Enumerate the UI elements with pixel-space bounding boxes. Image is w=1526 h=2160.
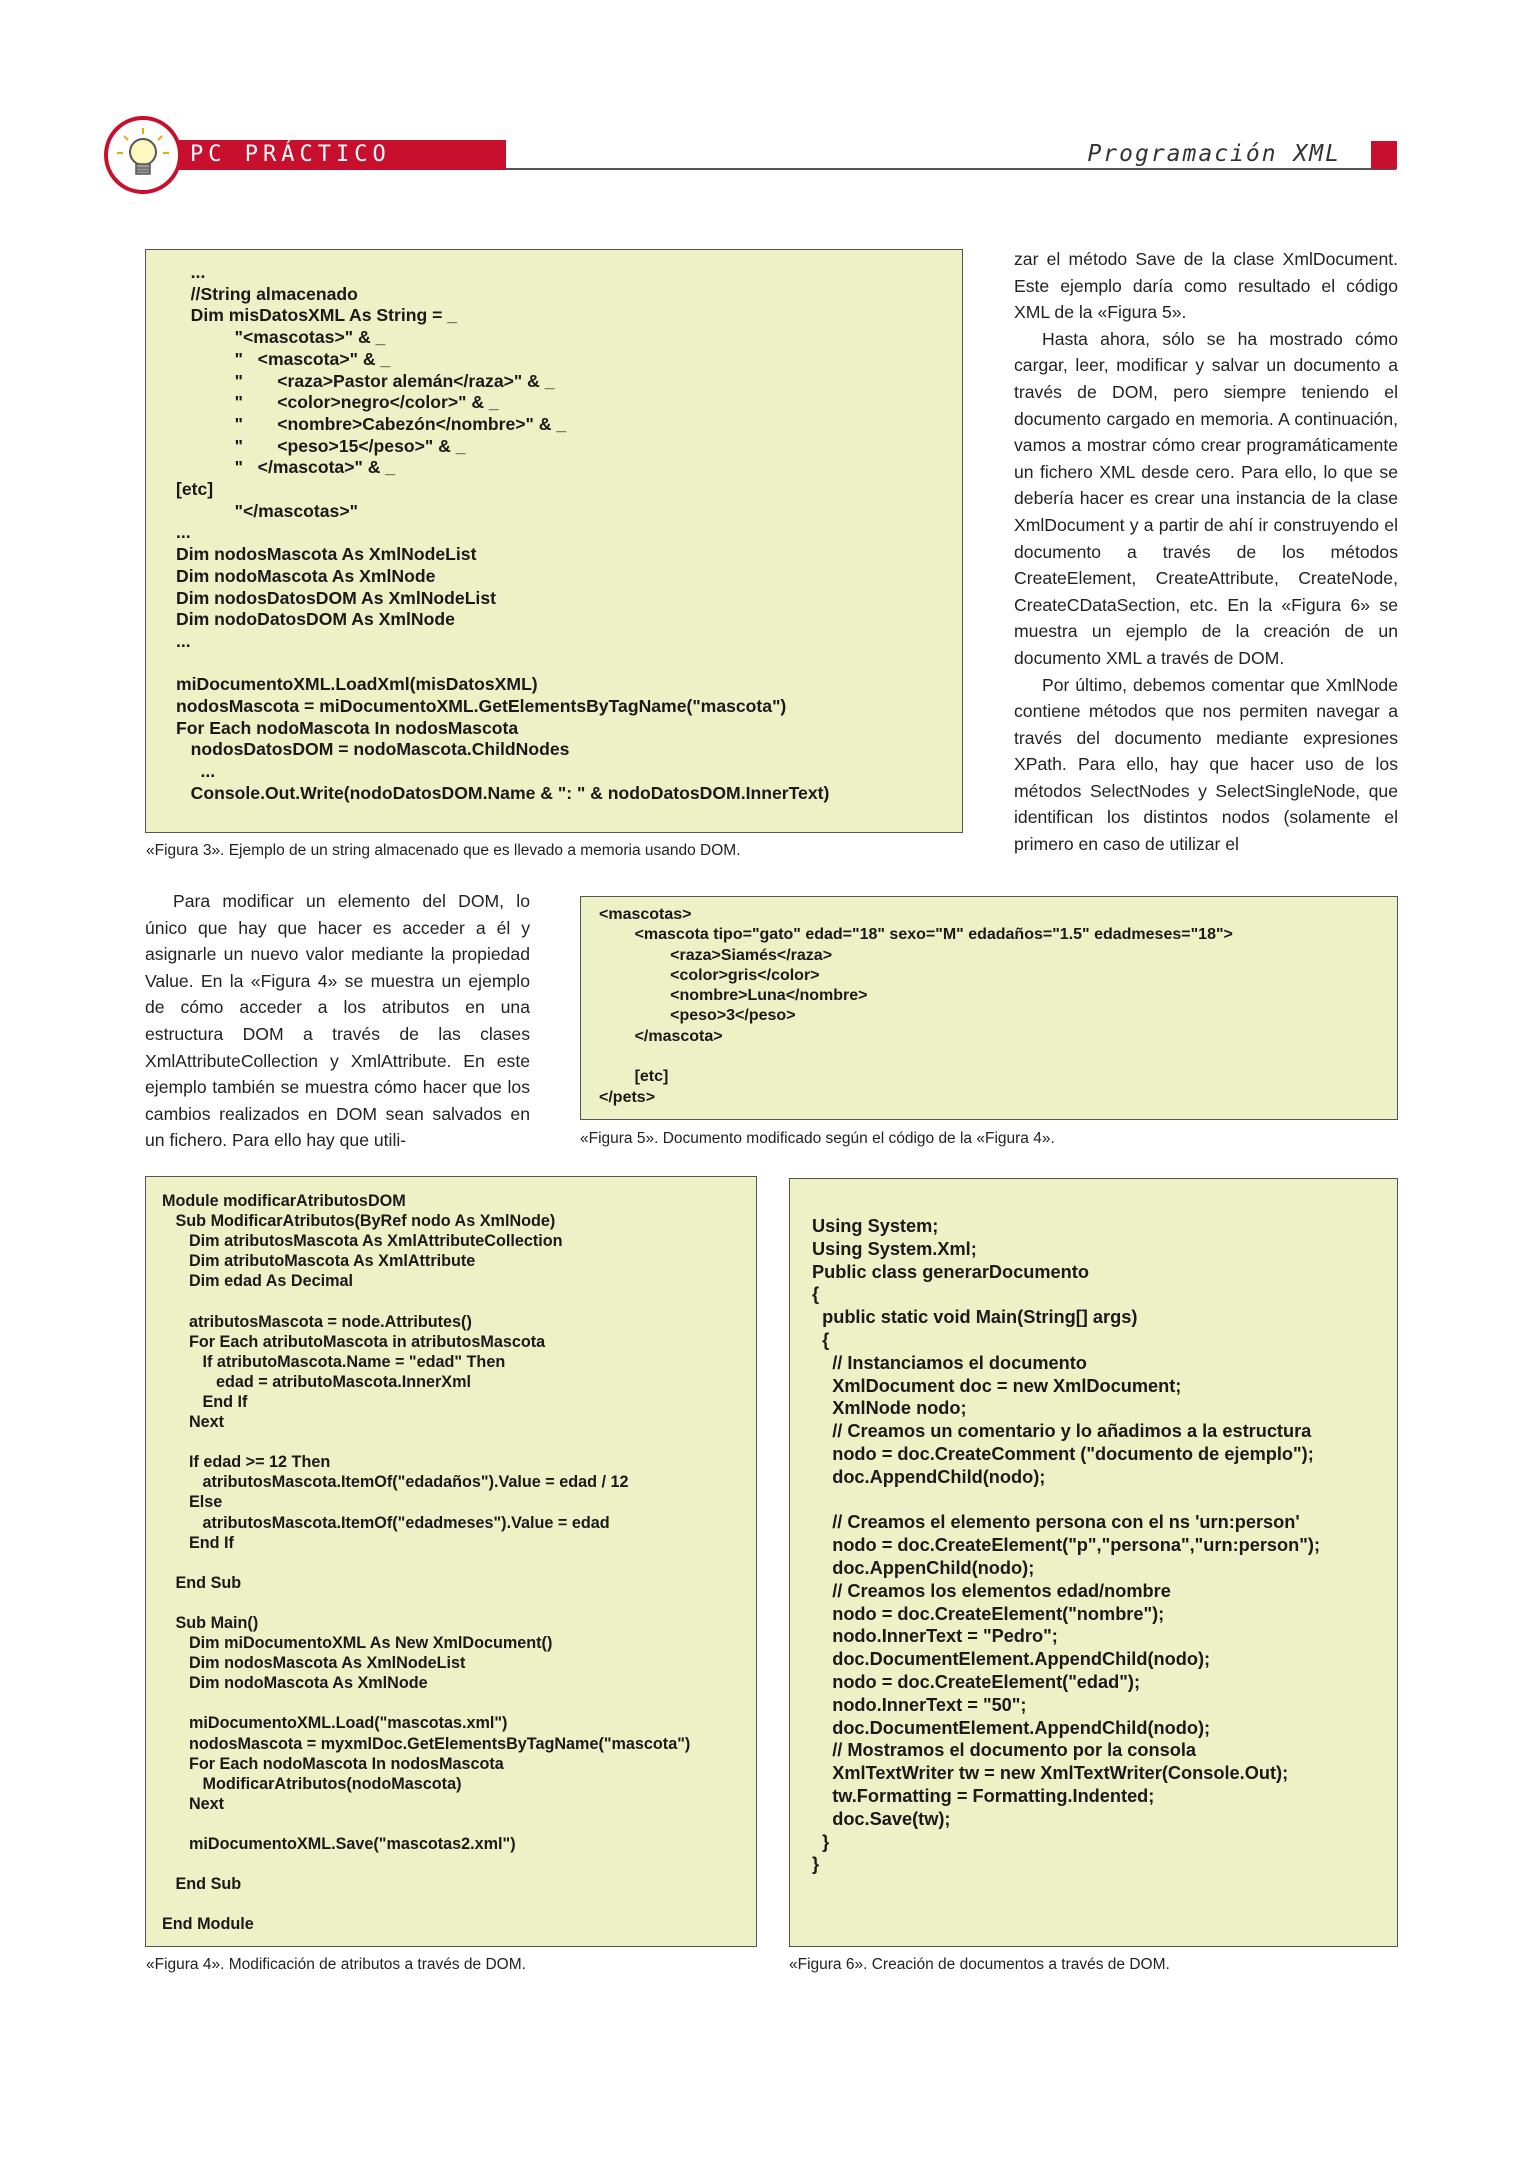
code-line: // Creamos un comentario y lo añadimos a la estructura — [812, 1421, 1312, 1442]
code-line: XmlNode nodo; — [812, 1398, 967, 1419]
code-line: { — [812, 1329, 830, 1350]
code-line: <mascotas> — [599, 906, 692, 923]
code-line: End If — [162, 1392, 248, 1411]
code-line: Using System.Xml; — [812, 1238, 977, 1259]
code-line: " <raza>Pastor alemán</raza>" & _ — [176, 370, 555, 391]
code-line: doc.AppendChild(nodo); — [812, 1466, 1046, 1487]
figure3-caption: «Figura 3». Ejemplo de un string almacenado que es llevado a memoria usando DOM. — [146, 842, 741, 859]
code-line: For Each nodoMascota In nodosMascota — [162, 1754, 504, 1773]
topic-title: Programación XML — [1087, 141, 1341, 167]
code-line: </pets> — [599, 1088, 656, 1106]
code-line: If edad >= 12 Then — [162, 1453, 331, 1472]
code-line: miDocumentoXML.Save("mascotas2.xml") — [162, 1835, 516, 1853]
code-line: "<mascotas>" & _ — [176, 327, 386, 348]
code-line: " <nombre>Cabezón</nombre>" & _ — [176, 413, 567, 434]
code-line: End If — [162, 1533, 234, 1552]
code-line: // Mostramos el documento por la consola — [812, 1740, 1197, 1761]
code-line: } — [812, 1854, 820, 1875]
code-line — [162, 1814, 756, 1834]
code-line: edad = atributoMascota.InnerXml — [162, 1372, 471, 1391]
code-line: Dim nodoMascota As XmlNode — [162, 1674, 428, 1693]
code-line — [599, 1047, 1397, 1067]
code-line: Dim nodosMascota As XmlNodeList — [162, 1654, 466, 1673]
code-line: End Sub — [162, 1875, 242, 1894]
section-label: PC PRÁCTICO — [190, 142, 391, 167]
code-line: Public class generarDocumento — [812, 1261, 1089, 1282]
code-line: " <mascota>" & _ — [176, 348, 391, 369]
code-line: tw.Formatting = Formatting.Indented; — [812, 1785, 1155, 1806]
code-line: ModificarAtributos(nodoMascota) — [162, 1774, 462, 1793]
header-accent-square — [1371, 141, 1397, 169]
code-line: For Each atributoMascota in atributosMascota — [162, 1332, 546, 1351]
code-line: doc.DocumentElement.AppendChild(nodo); — [812, 1649, 1211, 1670]
code-line: Else — [162, 1493, 223, 1512]
right-column-text — [1014, 246, 1398, 858]
code-line: nodo.InnerText = "Pedro"; — [812, 1626, 1058, 1647]
code-line — [162, 1553, 756, 1573]
code-line: " <color>negro</color>" & _ — [176, 392, 499, 413]
code-line: Dim nodoDatosDOM As XmlNode — [176, 609, 455, 630]
code-line — [162, 1291, 756, 1311]
code-line: atributosMascota = node.Attributes() — [162, 1312, 472, 1331]
code-line — [162, 1593, 756, 1613]
code-line: // Creamos el elemento persona con el ns 'urn:person' — [812, 1512, 1300, 1533]
code-line: Dim nodosMascota As XmlNodeList — [176, 544, 477, 565]
right-paragraph: Por último, debemos comentar que XmlNode contiene métodos que nos permiten navegar a través del documento mediante expresiones XPath. Para ello, hay que hacer uso de los métodos SelectNodes y SelectSingleNode, que identifican los distintos nodos (solamente el primero en caso de utilizar el — [1014, 674, 1398, 855]
code-line: //String almacenado — [176, 283, 358, 304]
code-line: // Creamos los elementos edad/nombre — [812, 1580, 1171, 1601]
code-line: public static void Main(String[] args) — [812, 1307, 1138, 1328]
code-line: nodo = doc.CreateElement("nombre"); — [812, 1603, 1165, 1624]
code-line: nodosMascota = myxmlDoc.GetElementsByTagName("mascota") — [162, 1734, 691, 1753]
code-line: Next — [162, 1413, 225, 1432]
code-line: Dim atributoMascota As XmlAttribute — [162, 1252, 476, 1271]
code-line — [162, 1432, 756, 1452]
code-line: Using System; — [812, 1216, 939, 1236]
code-line: doc.AppenChild(nodo); — [812, 1557, 1035, 1578]
code-line: nodosMascota = miDocumentoXML.GetElementsByTagName("mascota") — [176, 696, 787, 717]
code-line: <nombre>Luna</nombre> — [599, 987, 868, 1005]
code-line: Dim atributosMascota As XmlAttributeCollection — [162, 1232, 563, 1251]
code-line: For Each nodoMascota In nodosMascota — [176, 717, 519, 738]
code-line: Sub ModificarAtributos(ByRef nodo As XmlNode) — [162, 1212, 556, 1231]
code-line: <mascota tipo="gato" edad="18" sexo="M" edadaños="1.5" edadmeses="18"> — [599, 926, 1233, 944]
code-line: End Module — [162, 1915, 254, 1934]
code-line: Dim nodoMascota As XmlNode — [176, 565, 436, 586]
code-line: XmlDocument doc = new XmlDocument; — [812, 1375, 1182, 1396]
code-line: "</mascotas>" — [176, 500, 358, 521]
code-line: miDocumentoXML.LoadXml(misDatosXML) — [176, 674, 538, 695]
left-column-text — [145, 888, 530, 1154]
figure5-caption: «Figura 5». Documento modificado según el código de la «Figura 4». — [580, 1130, 1055, 1147]
code-line: Dim misDatosXML As String = _ — [176, 305, 458, 326]
lightbulb-icon — [114, 126, 172, 184]
code-line: atributosMascota.ItemOf("edadaños").Value = edad / 12 — [162, 1473, 629, 1492]
code-line: ... — [176, 522, 191, 543]
code-line: <raza>Siamés</raza> — [599, 946, 833, 964]
left-paragraph: Para modificar un elemento del DOM, lo único que hay que hacer es acceder a él y asignarle un nuevo valor mediante la propiedad Value. En la «Figura 4» se muestra un ejemplo de cómo acceder a los atributos en una estructura DOM a través de las clases XmlAttributeCollection y XmlAttribute. En este ejemplo también se muestra cómo hacer que los cambios realizados en DOM sean salvados en un fichero. Para ello hay que utili- — [145, 891, 530, 1151]
code-line: doc.DocumentElement.AppendChild(nodo); — [812, 1717, 1211, 1738]
code-line: ... — [176, 630, 191, 651]
code-line: <peso>3</peso> — [599, 1007, 796, 1025]
code-line: nodo = doc.CreateElement("edad"); — [812, 1671, 1140, 1692]
code-line: miDocumentoXML.Load("mascotas.xml") — [162, 1714, 508, 1733]
code-line: " <peso>15</peso>" & _ — [176, 435, 466, 456]
code-line — [176, 653, 962, 675]
code-line: // Instanciamos el documento — [812, 1352, 1087, 1373]
code-line: End Sub — [162, 1573, 242, 1592]
figure6-code — [789, 1178, 1398, 1947]
code-line: " </mascota>" & _ — [176, 457, 396, 478]
figure4-caption: «Figura 4». Modificación de atributos a través de DOM. — [146, 1956, 526, 1973]
code-line: Console.Out.Write(nodoDatosDOM.Name & ": " & nodoDatosDOM.InnerText) — [176, 782, 830, 803]
figure5-code — [580, 896, 1398, 1120]
code-line — [162, 1854, 756, 1874]
code-line: Dim edad As Decimal — [162, 1272, 354, 1291]
code-line: nodo = doc.CreateComment ("documento de ejemplo"); — [812, 1443, 1314, 1464]
right-paragraph: Hasta ahora, sólo se ha mostrado cómo cargar, leer, modificar y salvar un documento a través de DOM, pero siempre teniendo el documento cargado en memoria. A continuación, vamos a mostrar cómo crear programáticamente un fichero XML desde cero. Para ello, lo que se debería hacer es crear una instancia de la clase XmlDocument y a partir de ahí ir construyendo el documento a través de los métodos CreateElement, CreateAttribute, CreateNode, CreateCDataSection, etc. En la «Figura 6» se muestra un ejemplo de la creación de un documento XML a través de DOM. — [1014, 328, 1398, 668]
code-line: XmlTextWriter tw = new XmlTextWriter(Console.Out); — [812, 1763, 1289, 1784]
lightbulb-logo — [104, 116, 182, 194]
code-line: Dim nodosDatosDOM As XmlNodeList — [176, 587, 496, 608]
code-line: <color>gris</color> — [599, 966, 820, 984]
code-line: If atributoMascota.Name = "edad" Then — [162, 1352, 506, 1371]
code-line — [162, 1894, 756, 1914]
code-line: nodosDatosDOM = nodoMascota.ChildNodes — [176, 739, 570, 760]
code-line: </mascota> — [599, 1027, 723, 1045]
code-line: Module modificarAtributosDOM — [162, 1192, 406, 1210]
figure4-code — [145, 1176, 757, 1947]
code-line: ... — [176, 761, 216, 782]
code-line — [162, 1693, 756, 1713]
figure3-code — [145, 249, 963, 833]
code-line: doc.Save(tw); — [812, 1808, 951, 1829]
code-line — [812, 1489, 1397, 1512]
figure6-caption: «Figura 6». Creación de documentos a través de DOM. — [789, 1956, 1170, 1973]
code-line: } — [812, 1831, 830, 1852]
code-line: ... — [176, 262, 206, 282]
code-line: [etc] — [599, 1068, 669, 1086]
code-line: { — [812, 1284, 820, 1305]
right-paragraph: zar el método Save de la clase XmlDocument. Este ejemplo daría como resultado el código XML de la «Figura 5». — [1014, 249, 1398, 323]
code-line: Sub Main() — [162, 1613, 259, 1632]
code-line: atributosMascota.ItemOf("edadmeses").Value = edad — [162, 1513, 610, 1532]
code-line: Next — [162, 1794, 225, 1813]
code-line: nodo.InnerText = "50"; — [812, 1694, 1027, 1715]
code-line: Dim miDocumentoXML As New XmlDocument() — [162, 1634, 553, 1653]
code-line: [etc] — [176, 479, 214, 500]
code-line: nodo = doc.CreateElement("p","persona","urn:person"); — [812, 1535, 1320, 1556]
